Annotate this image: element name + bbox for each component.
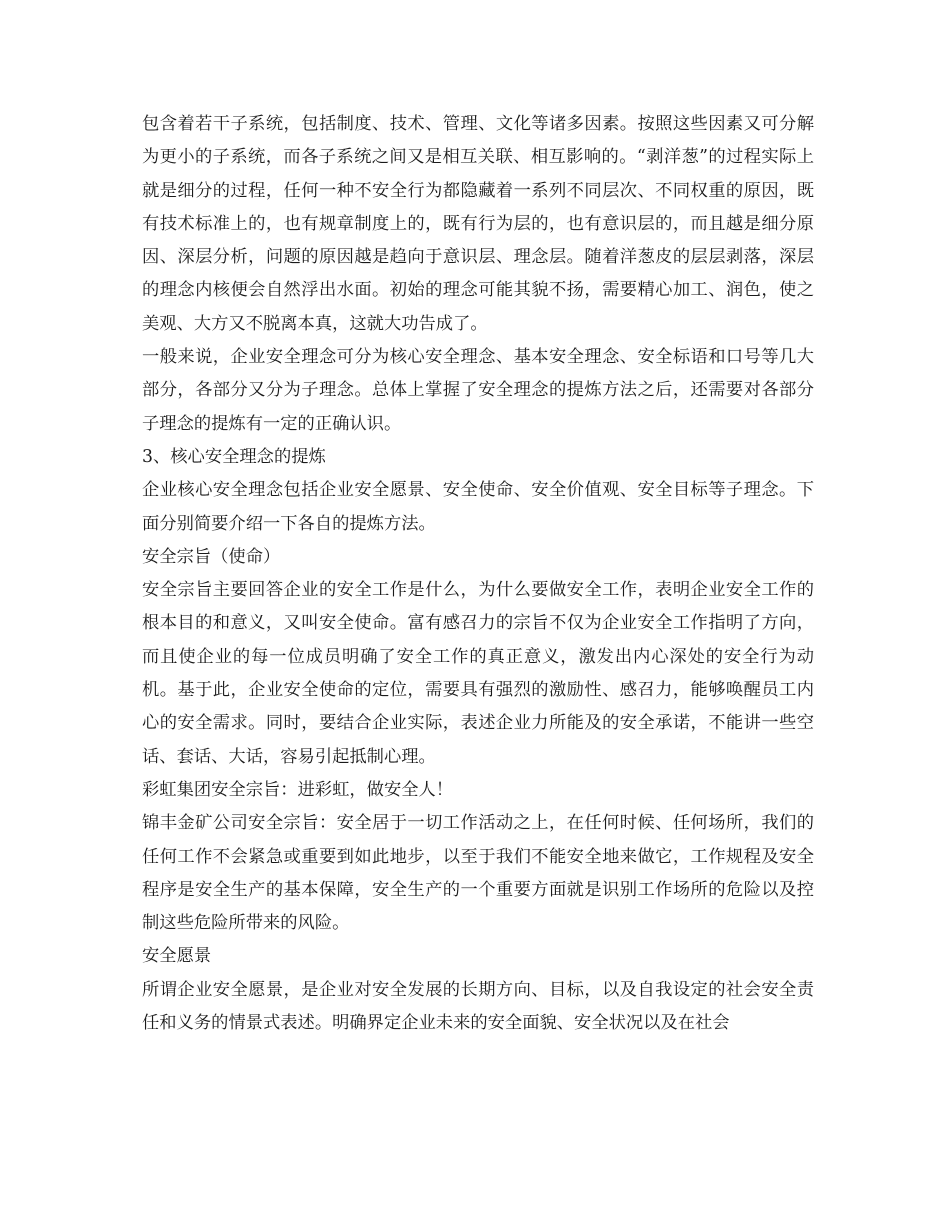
section-heading: 3、核心安全理念的提炼: [142, 446, 326, 467]
body-paragraph: 安全宗旨主要回答企业的安全工作是什么，为什么要做安全工作，表明企业安全工作的根本目的和意义，又叫安全使命。富有感召力的宗旨不仅为企业安全工作指明了方向，而且使企业的每一位成员明确了安全工作的真正意义，激发出内心深处的安全行为动机。基于此，企业安全使命的定位，需要具有强烈的激励性、感召力，能够唤醒员工内心的安全需求。同时，要结合企业实际，表述企业力所能及的安全承诺，不能讲一些空话、套话、大话，容易引起抵制心理。: [142, 580, 814, 767]
body-paragraph: 一般来说，企业安全理念可分为核心安全理念、基本安全理念、安全标语和口号等几大部分，各部分又分为子理念。总体上掌握了安全理念的提炼方法之后，还需要对各部分子理念的提炼有一定的正确认识。: [142, 347, 814, 434]
document-page: [142, 108, 814, 1040]
body-paragraph: 所谓企业安全愿景，是企业对安全发展的长期方向、目标，以及自我设定的社会安全责任和义务的情景式表述。明确界定企业未来的安全面貌、安全状况以及在社会: [142, 979, 814, 1034]
body-paragraph: 包含着若干子系统，包括制度、技术、管理、文化等诸多因素。按照这些因素又可分解为更小的子系统，而各子系统之间又是相互关联、相互影响的。“剥洋葱”的过程实际上就是细分的过程，任何一种不安全行为都隐藏着一系列不同层次、不同权重的原因，既有技术标准上的，也有规章制度上的，既有行为层的，也有意识层的，而且越是细分原因、深层分析，问题的原因越是趋向于意识层、理念层。随着洋葱皮的层层剥落，深层的理念内核便会自然浮出水面。初始的理念可能其貌不扬，需要精心加工、润色，使之美观、大方又不脱离本真，这就大功告成了。: [142, 114, 814, 334]
body-paragraph: 企业核心安全理念包括企业安全愿景、安全使命、安全价值观、安全目标等子理念。下面分别简要介绍一下各自的提炼方法。: [142, 480, 814, 534]
subsection-heading: 安全宗旨（使命）: [142, 546, 281, 567]
example-paragraph: 锦丰金矿公司安全宗旨：安全居于一切工作活动之上，在任何时候、任何场所，我们的任何工作不会紧急或重要到如此地步，以至于我们不能安全地来做它，工作规程及安全程序是安全生产的基本保障，安全生产的一个重要方面就是识别工作场所的危险以及控制这些危险所带来的风险。: [142, 813, 814, 934]
subsection-heading: 安全愿景: [142, 946, 212, 967]
example-line: 彩虹集团安全宗旨：进彩虹，做安全人！: [142, 779, 454, 800]
